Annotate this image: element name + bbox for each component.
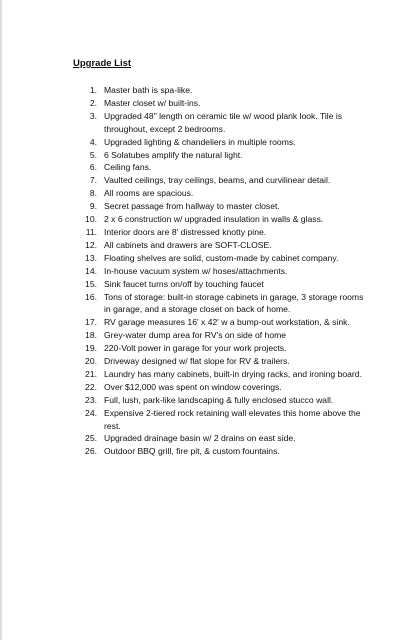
list-item-number: 15. <box>85 278 97 289</box>
list-item-text: Ceiling fans. <box>104 162 152 173</box>
list-item-text: Secret passage from hallway to master closet. <box>104 201 280 212</box>
list-item <box>72 342 414 355</box>
list-item-text: Outdoor BBQ grill, fire pit, & custom fountains. <box>104 446 280 457</box>
upgrade-list <box>72 84 414 458</box>
list-item-text: 6 Solatubes amplify the natural light. <box>104 149 243 160</box>
list-item-text: Master closet w/ built-ins. <box>104 97 201 108</box>
list-item <box>72 136 414 149</box>
list-item <box>72 200 414 213</box>
list-item-text: in garage, and a storage closet on back of home. <box>104 304 291 315</box>
list-item-number: 12. <box>85 239 97 250</box>
list-item-number: 22. <box>85 381 97 392</box>
list-item-text: Upgraded 48" length on ceramic tile w/ wood plank look. Tile is <box>104 110 343 121</box>
list-item-text: RV garage measures 16' x 42' w a bump-out workstation, & sink. <box>104 317 350 328</box>
list-item-text: Tons of storage: built-in storage cabinets in garage, 3 storage rooms <box>104 291 364 302</box>
list-item-number: 24. <box>85 407 97 418</box>
list-item-text: Grey-water dump area for RV's on side of home <box>104 330 287 341</box>
list-item-text: Over $12,000 was spent on window coverings. <box>104 381 282 392</box>
list-item-number: 19. <box>85 343 97 354</box>
list-item-number: 26. <box>85 446 97 457</box>
list-item-text: 2 x 6 construction w/ upgraded insulation in walls & glass. <box>104 214 324 225</box>
list-item-number: 11. <box>85 226 97 237</box>
list-item <box>72 368 414 381</box>
list-item-text: Interior doors are 8' distressed knotty pine. <box>104 226 267 237</box>
list-item <box>72 161 414 174</box>
list-item <box>72 278 414 291</box>
list-item-text: 220-Volt power in garage for your work projects. <box>104 343 287 354</box>
list-item <box>72 381 414 394</box>
list-item-number: 25. <box>85 433 97 444</box>
list-item-number: 16. <box>85 291 97 302</box>
list-item-number: 18. <box>85 330 97 341</box>
list-item-number: 13. <box>85 252 97 263</box>
list-item-text: Full, lush, park-like landscaping & fully enclosed stucco wall. <box>104 394 334 405</box>
list-item <box>72 432 414 445</box>
list-item <box>72 97 414 110</box>
list-item-number: 23. <box>85 394 97 405</box>
list-item-text: Master bath is spa-like. <box>104 85 193 95</box>
list-item <box>72 187 414 200</box>
list-item <box>72 213 414 226</box>
list-item <box>72 394 414 407</box>
list-item <box>72 174 414 187</box>
list-item-number: 2. <box>89 97 97 108</box>
list-item-text: Upgraded drainage basin w/ 2 drains on east side. <box>104 433 296 444</box>
list-item-number: 6. <box>89 162 97 173</box>
list-item-number: 7. <box>89 175 97 186</box>
list-item-number: 21. <box>85 368 97 379</box>
list-item-number: 14. <box>85 265 97 276</box>
list-item-text: Driveway designed w/ flat slope for RV & trailers. <box>104 356 290 367</box>
list-item <box>72 291 414 317</box>
list-item-text: Upgraded lighting & chandeliers in multiple rooms. <box>104 136 296 147</box>
list-item <box>72 239 414 252</box>
list-item-number: 8. <box>89 188 97 199</box>
list-item <box>72 226 414 239</box>
list-item-number: 5. <box>89 149 97 160</box>
list-item-text: throughout, except 2 bedrooms. <box>104 123 226 134</box>
list-item <box>72 407 414 433</box>
list-item-text: Laundry has many cabinets, built-in drying racks, and ironing board. <box>104 368 362 379</box>
list-item-number: 9. <box>89 201 97 212</box>
list-item-text: Vaulted ceilings, tray ceilings, beams, and curvilinear detail. <box>104 175 331 186</box>
list-item <box>72 445 414 458</box>
list-item-number: 20. <box>85 356 97 367</box>
list-item <box>72 110 414 136</box>
list-item-text: In-house vacuum system w/ hoses/attachments. <box>104 265 288 276</box>
list-item-text: All cabinets and drawers are SOFT-CLOSE. <box>104 239 272 250</box>
list-item-number: 10. <box>85 214 97 225</box>
list-item-text: All rooms are spacious. <box>104 188 194 199</box>
list-item <box>72 149 414 162</box>
list-item-number: 4. <box>89 136 97 147</box>
list-item-number: 1. <box>89 85 97 95</box>
list-item-text: rest. <box>104 420 121 431</box>
list-item-text: Floating shelves are solid, custom-made by cabinet company. <box>104 252 339 263</box>
scan-edge <box>0 0 3 640</box>
list-item <box>72 252 414 265</box>
list-item <box>72 265 414 278</box>
list-item-text: Expensive 2-tiered rock retaining wall elevates this home above the <box>104 407 361 418</box>
page-title: Upgrade List <box>73 58 132 69</box>
list-item <box>72 316 414 329</box>
list-item-number: 17. <box>85 317 97 328</box>
list-item <box>72 355 414 368</box>
list-item <box>72 329 414 342</box>
list-item-number: 3. <box>89 110 97 121</box>
list-item <box>72 84 414 97</box>
list-item-text: Sink faucet turns on/off by touching faucet <box>104 278 264 289</box>
